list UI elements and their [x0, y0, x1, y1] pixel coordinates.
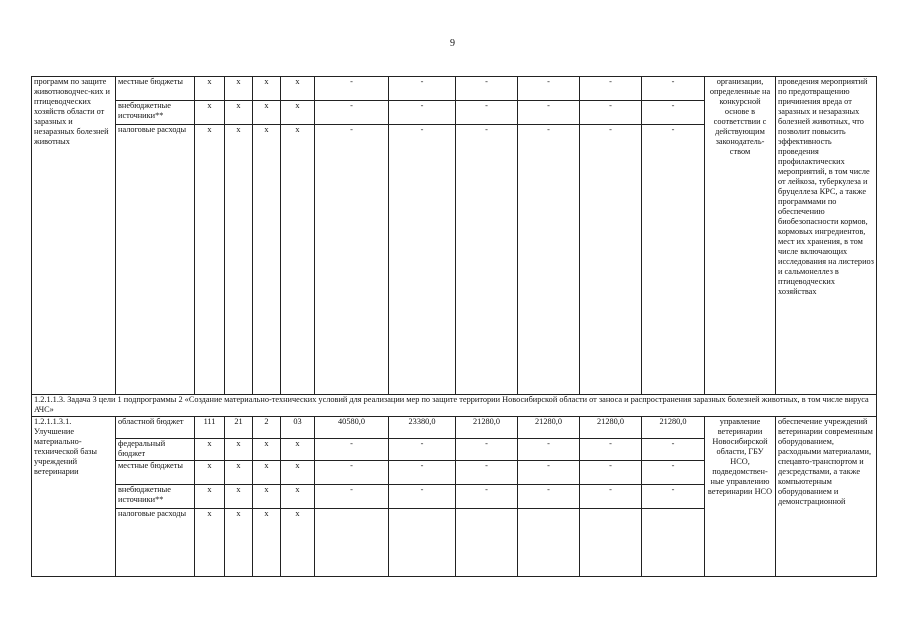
value-cell: - — [580, 125, 642, 395]
value-cell: 23380,0 — [389, 417, 456, 439]
funding-source-cell: налоговые расходы — [116, 509, 195, 577]
value-cell: - — [389, 101, 456, 125]
value-cell: - — [315, 485, 389, 509]
value-cell: - — [315, 77, 389, 101]
value-cell: 21280,0 — [642, 417, 705, 439]
value-cell: - — [642, 77, 705, 101]
value-cell: - — [389, 77, 456, 101]
code-cell: х — [253, 125, 281, 395]
value-cell: - — [389, 485, 456, 509]
code-cell: х — [281, 439, 315, 461]
value-cell: - — [518, 101, 580, 125]
code-cell: 2 — [253, 417, 281, 439]
code-cell: х — [225, 509, 253, 577]
value-cell — [642, 509, 705, 577]
value-cell — [580, 509, 642, 577]
code-cell: х — [195, 439, 225, 461]
code-cell: х — [253, 101, 281, 125]
code-cell: х — [253, 77, 281, 101]
code-cell: х — [253, 439, 281, 461]
value-cell: - — [518, 439, 580, 461]
value-cell: - — [642, 101, 705, 125]
code-cell: х — [253, 509, 281, 577]
value-cell: - — [456, 461, 518, 485]
code-cell: х — [281, 485, 315, 509]
value-cell: - — [580, 77, 642, 101]
code-cell: х — [225, 485, 253, 509]
funding-source-cell: внебюджетные источники** — [116, 101, 195, 125]
code-cell: х — [225, 77, 253, 101]
funding-source-cell: федеральный бюджет — [116, 439, 195, 461]
funding-source-cell: областной бюджет — [116, 417, 195, 439]
code-cell: х — [281, 461, 315, 485]
value-cell — [518, 509, 580, 577]
value-cell: - — [580, 461, 642, 485]
measure-name-cell: 1.2.1.1.3.1. Улучшение материально-технической базы учреждений ветеринарии — [32, 417, 116, 577]
code-cell: х — [225, 101, 253, 125]
value-cell: - — [456, 77, 518, 101]
value-cell: - — [389, 439, 456, 461]
table-row — [32, 77, 877, 101]
value-cell: - — [315, 125, 389, 395]
value-cell: - — [315, 101, 389, 125]
code-cell: 111 — [195, 417, 225, 439]
funding-source-cell: местные бюджеты — [116, 461, 195, 485]
code-cell: 03 — [281, 417, 315, 439]
code-cell: х — [195, 485, 225, 509]
value-cell: - — [456, 485, 518, 509]
funding-source-cell: налоговые расходы — [116, 125, 195, 395]
value-cell: - — [456, 101, 518, 125]
result-cell: обеспечение учреждений ветеринарии современным оборудованием, расходными материалами, спецавто-транспортом и дезсредствами, а также компьютерным оборудованием и демонстрационной — [776, 417, 877, 577]
code-cell: х — [195, 77, 225, 101]
value-cell: - — [315, 461, 389, 485]
value-cell: - — [389, 461, 456, 485]
value-cell: - — [518, 461, 580, 485]
value-cell: - — [456, 439, 518, 461]
result-cell: проведения мероприятий по предотвращению причинения вреда от заразных и незаразных болезней животных, что позволит повысить эффективность проведения профилактических мероприятий, в том числе от лейкоза, туберкулеза и бруцеллеза КРС, а также программами по обеспечению биобезопасности кормов, кормовых ингредиентов, мест их хранения, в том числе включающих исследования на листериоз и сальмонеллез в птицеводческих хозяйствах — [776, 77, 877, 395]
value-cell: - — [456, 125, 518, 395]
value-cell: - — [642, 485, 705, 509]
value-cell: - — [315, 439, 389, 461]
code-cell: х — [195, 125, 225, 395]
code-cell: х — [195, 509, 225, 577]
code-cell: х — [253, 485, 281, 509]
value-cell: - — [580, 485, 642, 509]
value-cell: - — [389, 125, 456, 395]
value-cell: 21280,0 — [580, 417, 642, 439]
measure-name-cell: программ по защите животноводчес-ких и птицеводческих хозяйств области от заразных и незаразных болезней животных — [32, 77, 116, 395]
code-cell: х — [195, 101, 225, 125]
table-row — [32, 417, 877, 439]
funding-source-cell: местные бюджеты — [116, 77, 195, 101]
value-cell: 21280,0 — [518, 417, 580, 439]
value-cell: - — [518, 485, 580, 509]
value-cell: 40580,0 — [315, 417, 389, 439]
task-header-cell: 1.2.1.1.3. Задача 3 цели 1 подпрограммы 2 «Создание материально-технических условий для реализации мер по защите территории Новосибирской области от заноса и распространения заразных болезней животных, в том числе вируса АЧС» — [32, 395, 877, 417]
page-number: 9 — [450, 38, 455, 49]
code-cell: х — [225, 439, 253, 461]
code-cell: х — [253, 461, 281, 485]
code-cell: х — [225, 125, 253, 395]
value-cell: - — [518, 77, 580, 101]
code-cell: х — [281, 101, 315, 125]
value-cell: 21280,0 — [456, 417, 518, 439]
code-cell: х — [281, 125, 315, 395]
table-row — [32, 395, 877, 417]
code-cell: х — [225, 461, 253, 485]
value-cell: - — [580, 101, 642, 125]
code-cell: х — [195, 461, 225, 485]
budget-table — [31, 76, 877, 577]
code-cell: х — [281, 509, 315, 577]
value-cell — [389, 509, 456, 577]
executor-cell: управление ветеринарии Новосибирской области, ГБУ НСО, подведомствен-ные управлению ветеринарии НСО — [705, 417, 776, 577]
executor-cell: организации, определенные на конкурсной основе в соответствии с действующим законодатель-ством — [705, 77, 776, 395]
value-cell: - — [518, 125, 580, 395]
value-cell — [315, 509, 389, 577]
value-cell: - — [642, 461, 705, 485]
value-cell: - — [580, 439, 642, 461]
code-cell: х — [281, 77, 315, 101]
funding-source-cell: внебюджетные источники** — [116, 485, 195, 509]
value-cell: - — [642, 125, 705, 395]
value-cell: - — [642, 439, 705, 461]
value-cell — [456, 509, 518, 577]
code-cell: 21 — [225, 417, 253, 439]
